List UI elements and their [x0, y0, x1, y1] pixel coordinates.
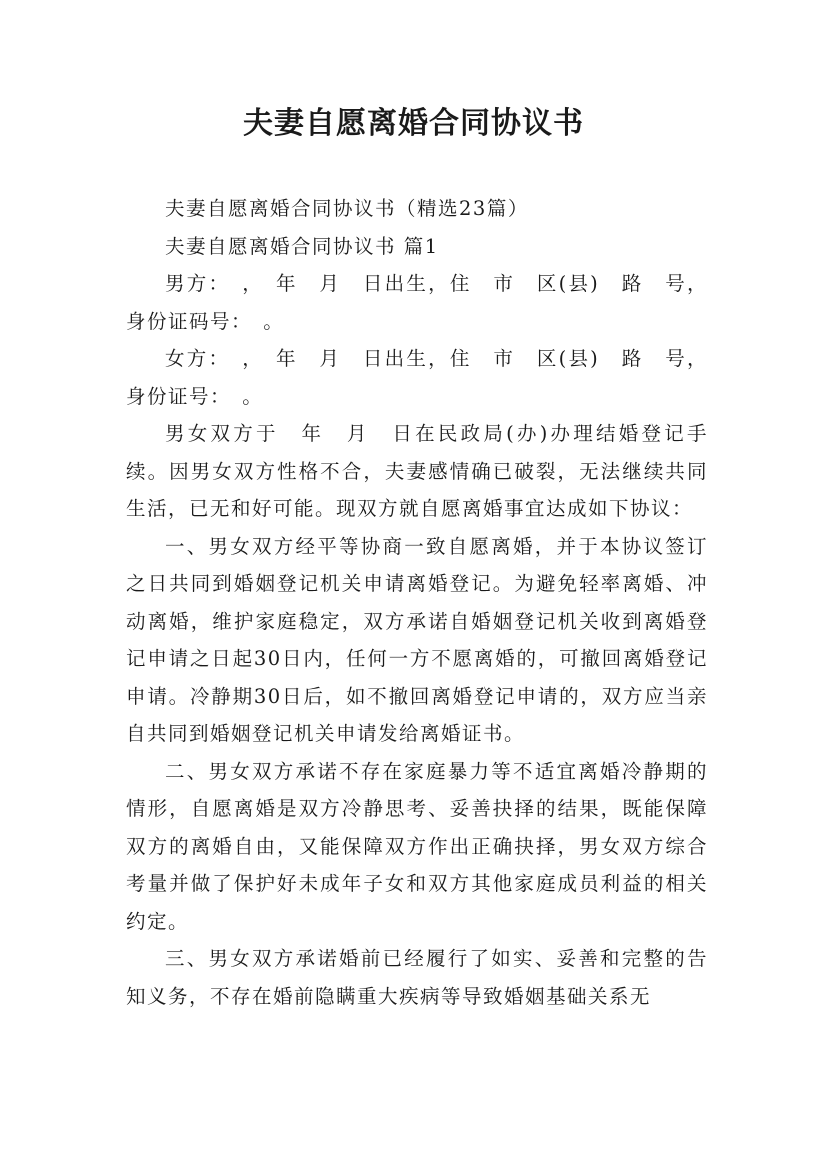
paragraph-section-heading: 夫妻自愿离婚合同协议书 篇1 — [165, 234, 439, 258]
document-body — [126, 190, 708, 1015]
paragraph-subtitle: 夫妻自愿离婚合同协议书（精选23篇） — [165, 197, 529, 220]
paragraph-clause-2: 二、男女双方承诺不存在家庭暴力等不适宜离婚冷静期的情形，自愿离婚是双方冷静思考、妥善抉择的结果，既能保障双方的离婚自由，又能保障双方作出正确抉择，男女双方综合考量并做了保护好未成年子女和双方其他家庭成员利益的相关约定。 — [126, 759, 708, 933]
paragraph-wife-info: 女方： ， 年 月 日出生，住 市 区(县) 路 号，身份证号： 。 — [126, 347, 708, 408]
paragraph-clause-1: 一、男女双方经平等协商一致自愿离婚，并于本协议签订之日共同到婚姻登记机关申请离婚登记。为避免轻率离婚、冲动离婚，维护家庭稳定，双方承诺自婚姻登记机关收到离婚登记申请之日起30日内，任何一方不愿离婚的，可撤回离婚登记申请。冷静期30日后，如不撤回离婚登记申请的，双方应当亲自共同到婚姻登记机关申请发给离婚证书。 — [126, 534, 708, 745]
document-title: 夫妻自愿离婚合同协议书 — [243, 106, 584, 141]
paragraph-clause-3: 三、男女双方承诺婚前已经履行了如实、妥善和完整的告知义务，不存在婚前隐瞒重大疾病等导致婚姻基础关系无 — [126, 947, 708, 1008]
paragraph-husband-info: 男方： ， 年 月 日出生，住 市 区(县) 路 号，身份证码号： 。 — [126, 272, 708, 333]
paragraph-background: 男女双方于 年 月 日在民政局(办)办理结婚登记手续。因男女双方性格不合，夫妻感情确已破裂，无法继续共同生活，已无和好可能。现双方就自愿离婚事宜达成如下协议： — [126, 422, 708, 520]
